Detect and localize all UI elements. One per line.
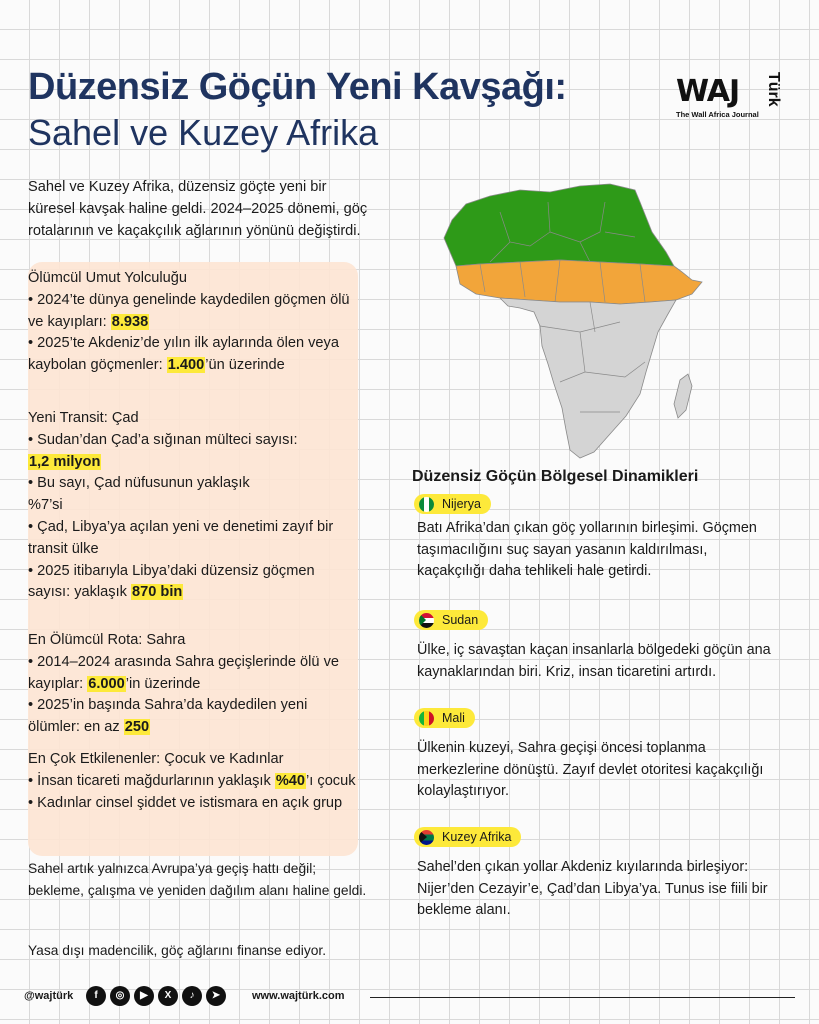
logo-subtitle: The Wall Africa Journal: [676, 110, 759, 119]
stat-value: 1,2 milyon: [29, 453, 101, 470]
map-sahel: [456, 260, 702, 304]
stats-section-1: [28, 268, 363, 377]
stat-bullet: • 2014–2024 arasında Sahra geçişlerinde ölü ve kayıplar: 6.000’in üzerinde: [28, 653, 339, 692]
stat-value: 6.000: [88, 675, 125, 692]
dynamics-title: Düzensiz Göçün Bölgesel Dinamikleri: [412, 468, 699, 485]
nigeria-flag-icon: [419, 497, 434, 512]
section-heading: En Çok Etkilenenler: Çocuk ve Kadınlar: [28, 751, 284, 767]
stat-bullet: • Kadınlar cinsel şiddet ve istismara en açık grup: [28, 794, 343, 811]
region-text-kuzey-afrika: Sahel’den çıkan yollar Akdeniz kıyılarında birleşiyor: Nijer’den Cezayir’e, Çad’dan Libya’ya. Tunus ise fiili bir bekleme alanı.: [417, 859, 768, 918]
stats-section-3: [28, 630, 363, 739]
youtube-icon[interactable]: ▶: [134, 986, 154, 1006]
mali-flag-icon: [419, 711, 434, 726]
x-icon[interactable]: X: [158, 986, 178, 1006]
footer-divider: [370, 997, 795, 998]
stat-bullet: • Sudan’dan Çad’a sığınan mülteci sayısı: 1,2 milyon: [28, 431, 298, 470]
map-sub-saharan-africa: [500, 298, 676, 458]
closing-note: Yasa dışı madencilik, göç ağlarını finanse ediyor.: [28, 943, 327, 958]
sudan-flag-icon: [419, 613, 434, 628]
region-badge-nijerya: Nijerya: [414, 494, 491, 514]
section-heading: En Ölümcül Rota: Sahra: [28, 632, 186, 648]
instagram-icon[interactable]: ◎: [110, 986, 130, 1006]
stat-bullet: • 2025’in başında Sahra’da kaydedilen yeni ölümler: en az 250: [28, 697, 308, 736]
region-text-nijerya: Batı Afrika’dan çıkan göç yollarının birleşimi. Göçmen taşımacılığını suç sayan yasanın kaldırılması, kaçakçılığı daha tehlikeli hale getirdi.: [417, 520, 757, 579]
map-north-africa: [444, 184, 674, 266]
region-badge-mali: Mali: [414, 708, 475, 728]
africa-map: [430, 172, 720, 472]
section-heading: Ölümcül Umut Yolculuğu: [28, 270, 187, 286]
stat-bullet: • 2025’te Akdeniz’de yılın ilk aylarında ölen veya kaybolan göçmenler: 1.400’ün üzerinde: [28, 335, 339, 374]
closing-paragraph: Sahel artık yalnızca Avrupa’ya geçiş hattı değil; bekleme, çalışma ve yeniden dağılım alanı haline geldi.: [28, 861, 367, 898]
telegram-icon[interactable]: ➤: [206, 986, 226, 1006]
section-heading: Yeni Transit: Çad: [28, 410, 139, 426]
logo-main-text: WAJ: [676, 74, 740, 109]
waj-turk-logo: [676, 70, 788, 130]
stats-section-2: [28, 408, 363, 604]
region-badge-sudan: Sudan: [414, 610, 488, 630]
stat-bullet: • Çad, Libya’ya açılan yeni ve denetimi zayıf bir transit ülke: [28, 518, 334, 557]
stat-bullet: • İnsan ticareti mağdurlarının yaklaşık %40’ı çocuk: [28, 772, 356, 789]
stat-value: 250: [124, 719, 150, 736]
page-title: Düzensiz Göçün Yeni Kavşağı:: [28, 66, 567, 108]
region-text-sudan: Ülke, iç savaştan kaçan insanlarla bölgedeki göçün ana kaynaklarından biri. Kriz, insan ticaretini artırdı.: [417, 642, 771, 680]
stat-bullet: • 2025 itibarıyla Libya’daki düzensiz göçmen sayısı: yaklaşık 870 bin: [28, 562, 315, 601]
south-africa-flag-icon: [419, 830, 434, 845]
logo-side-text: Türk: [765, 72, 782, 107]
page-subtitle: Sahel ve Kuzey Afrika: [28, 112, 379, 153]
map-madagascar: [674, 374, 692, 418]
stat-bullet: • 2024’te dünya genelinde kaydedilen göçmen ölü ve kayıpları: 8.938: [28, 291, 350, 330]
website-link[interactable]: www.wajtürk.com: [252, 990, 345, 1002]
stat-value: 870 bin: [132, 584, 183, 601]
region-badge-kuzey-afrika: Kuzey Afrika: [414, 827, 521, 847]
tiktok-icon[interactable]: ♪: [182, 986, 202, 1006]
stat-value: %40: [275, 772, 306, 789]
intro-paragraph: Sahel ve Kuzey Afrika, düzensiz göçte yeni bir küresel kavşak haline geldi. 2024–2025 dönemi, göç rotalarının ve kaçakçılık ağlarının yönünü değiştirdi.: [28, 179, 368, 239]
stat-value: 1.400: [167, 357, 205, 374]
facebook-icon[interactable]: f: [86, 986, 106, 1006]
stat-value: 8.938: [111, 313, 149, 330]
stats-section-4: [28, 749, 363, 814]
region-text-mali: Ülkenin kuzeyi, Sahra geçişi öncesi toplanma merkezlerine dönüştü. Zayıf devlet otoritesi kaçakçılığı kolaylaştırıyor.: [417, 740, 764, 799]
social-handle: @wajtürk: [24, 990, 74, 1002]
stat-bullet: • Bu sayı, Çad nüfusunun yaklaşık %7’si: [28, 475, 250, 514]
